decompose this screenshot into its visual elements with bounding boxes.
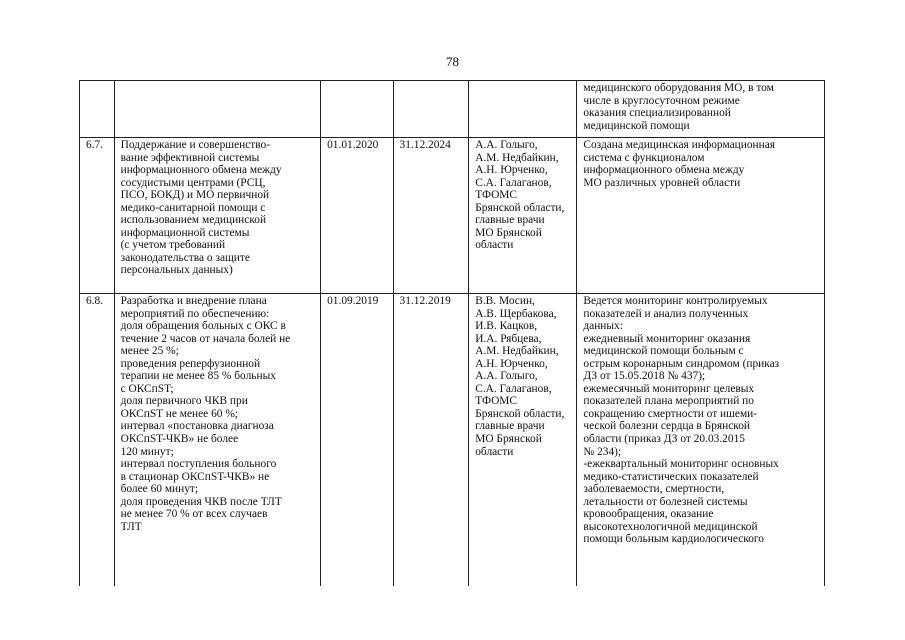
- text-line: менее 25 %;: [120, 345, 179, 358]
- task-cell: [114, 81, 321, 138]
- text-line: вание эффективной системы: [120, 151, 260, 164]
- text-line: медицинского оборудования МО, в том: [583, 82, 774, 94]
- text-line: И.А. Рябцева,: [475, 332, 542, 345]
- text-line: заболеваемости, смертности,: [583, 483, 725, 496]
- text-line: информационной системы: [120, 226, 250, 239]
- text-line: сосудистыми центрами (РСЦ,: [120, 176, 266, 189]
- responsible-cell: [469, 81, 577, 138]
- text-line: медицинской помощи: [583, 119, 690, 132]
- text-line: (с учетом требований: [120, 239, 226, 252]
- responsible-cell: [469, 294, 577, 586]
- text-line: области: [475, 239, 514, 252]
- end-date-cell: 31.12.2019: [393, 294, 469, 586]
- text-line: не менее 70 % от всех случаев: [120, 508, 268, 521]
- text-line: высокотехнологичной медицинской: [583, 520, 758, 533]
- table-row: [80, 294, 825, 586]
- text-line: информационного обмена между: [120, 164, 282, 177]
- text-line: законодательства о защите: [120, 251, 250, 264]
- measures-table: [79, 80, 825, 586]
- text-line: ежемесячный мониторинг целевых: [583, 382, 755, 395]
- end-date-cell: 31.12.2024: [393, 138, 469, 294]
- text-line: ТФОМС: [475, 395, 518, 408]
- text-line: доля обращения больных с ОКС в: [120, 320, 286, 333]
- text-line: А.Н. Юрченко,: [475, 164, 548, 177]
- start-date-cell: 01.01.2020: [321, 138, 393, 294]
- text-line: Поддержание и совершенство-: [120, 139, 271, 151]
- text-line: медико-статистических показателей: [583, 470, 759, 483]
- text-line: А.Н. Юрченко,: [475, 357, 548, 370]
- text-line: области: [475, 445, 514, 458]
- text-line: -ежеквартальный мониторинг основных: [583, 458, 779, 471]
- text-line: мероприятий по обеспечению:: [120, 307, 270, 320]
- text-line: оказания специализированной: [583, 107, 731, 120]
- text-line: ОКСпST-ЧКВ» не более: [120, 433, 239, 446]
- text-line: острым коронарным синдромом (приказ: [583, 357, 780, 370]
- text-line: помощи больным кардиологического: [583, 533, 764, 546]
- text-line: данных:: [583, 320, 623, 333]
- text-line: ТЛТ: [120, 520, 142, 533]
- text-line: ТФОМС: [475, 189, 518, 202]
- text-line: МО различных уровней области: [583, 176, 741, 189]
- text-line: использованием медицинской: [120, 214, 267, 227]
- text-line: МО Брянской: [475, 226, 542, 239]
- result-cell: [577, 138, 825, 294]
- text-line: система с функционалом: [583, 151, 705, 164]
- text-line: Брянской области,: [475, 201, 565, 214]
- text-line: персональных данных): [120, 264, 233, 277]
- text-line: А.А. Голыго,: [475, 370, 538, 383]
- text-line: А.В. Щербакова,: [475, 307, 557, 320]
- text-line: Создана медицинская информационная: [583, 139, 775, 151]
- text-line: в стационар ОКСпST-ЧКВ» не: [120, 470, 270, 483]
- row-number-cell: [80, 81, 115, 138]
- text-line: с ОКСпST;: [120, 382, 174, 395]
- text-line: показателей и анализ полученных: [583, 307, 749, 320]
- text-line: интервал поступления больного: [120, 458, 277, 471]
- result-cell: [577, 294, 825, 586]
- text-line: С.А. Галаганов,: [475, 382, 552, 395]
- text-line: доля первичного ЧКВ при: [120, 395, 248, 408]
- text-line: медицинской помощи больным с: [583, 345, 744, 358]
- text-line: ческой болезни сердца в Брянской: [583, 420, 751, 433]
- text-line: сокращению смертности от ишеми-: [583, 407, 758, 420]
- row-number-cell: 6.8.: [80, 294, 115, 586]
- end-date-cell: [393, 81, 469, 138]
- text-line: показателей плана мероприятий по: [583, 395, 754, 408]
- text-line: Разработка и внедрение плана: [120, 295, 267, 307]
- text-line: кровообращения, оказание: [583, 508, 714, 521]
- text-line: ОКСпST не менее 60 %;: [120, 407, 238, 420]
- text-line: В.В. Мосин,: [475, 295, 535, 307]
- text-line: медико-санитарной помощи с: [120, 201, 266, 214]
- text-line: № 234);: [583, 445, 622, 458]
- text-line: А.М. Недбайкин,: [475, 151, 559, 164]
- task-cell: [114, 294, 321, 586]
- task-cell: [114, 138, 321, 294]
- text-line: терапии не менее 85 % больных: [120, 370, 276, 383]
- text-line: доля проведения ЧКВ после ТЛТ: [120, 495, 282, 508]
- text-line: информационного обмена между: [583, 164, 745, 177]
- text-line: области (приказ ДЗ от 20.03.2015: [583, 433, 745, 446]
- text-line: ДЗ от 15.05.2018 № 437);: [583, 370, 706, 383]
- text-line: С.А. Галаганов,: [475, 176, 552, 189]
- text-line: главные врачи: [475, 214, 545, 227]
- table-row: [80, 138, 825, 294]
- result-cell: [577, 81, 825, 138]
- row-number-cell: 6.7.: [80, 138, 115, 294]
- text-line: более 60 минут;: [120, 483, 199, 496]
- responsible-cell: [469, 138, 577, 294]
- text-line: И.В. Кацков,: [475, 320, 538, 333]
- text-line: летальности от болезней системы: [583, 495, 748, 508]
- text-line: течение 2 часов от начала болей не: [120, 332, 291, 345]
- text-line: А.М. Недбайкин,: [475, 345, 559, 358]
- text-line: проведения реперфузионной: [120, 357, 261, 370]
- text-line: интервал «постановка диагноза: [120, 420, 274, 433]
- start-date-cell: 01.09.2019: [321, 294, 393, 586]
- text-line: ежедневный мониторинг оказания: [583, 332, 751, 345]
- table-row: [80, 81, 825, 138]
- text-line: ПСО, БОКД) и МО первичной: [120, 189, 270, 202]
- start-date-cell: [321, 81, 393, 138]
- text-line: числе в круглосуточном режиме: [583, 94, 740, 107]
- text-line: МО Брянской: [475, 433, 542, 446]
- page-number: 78: [446, 54, 459, 69]
- text-line: 120 минут;: [120, 445, 174, 458]
- text-line: А.А. Голыго,: [475, 139, 538, 151]
- text-line: Брянской области,: [475, 407, 565, 420]
- text-line: главные врачи: [475, 420, 545, 433]
- text-line: Ведется мониторинг контролируемых: [583, 295, 768, 307]
